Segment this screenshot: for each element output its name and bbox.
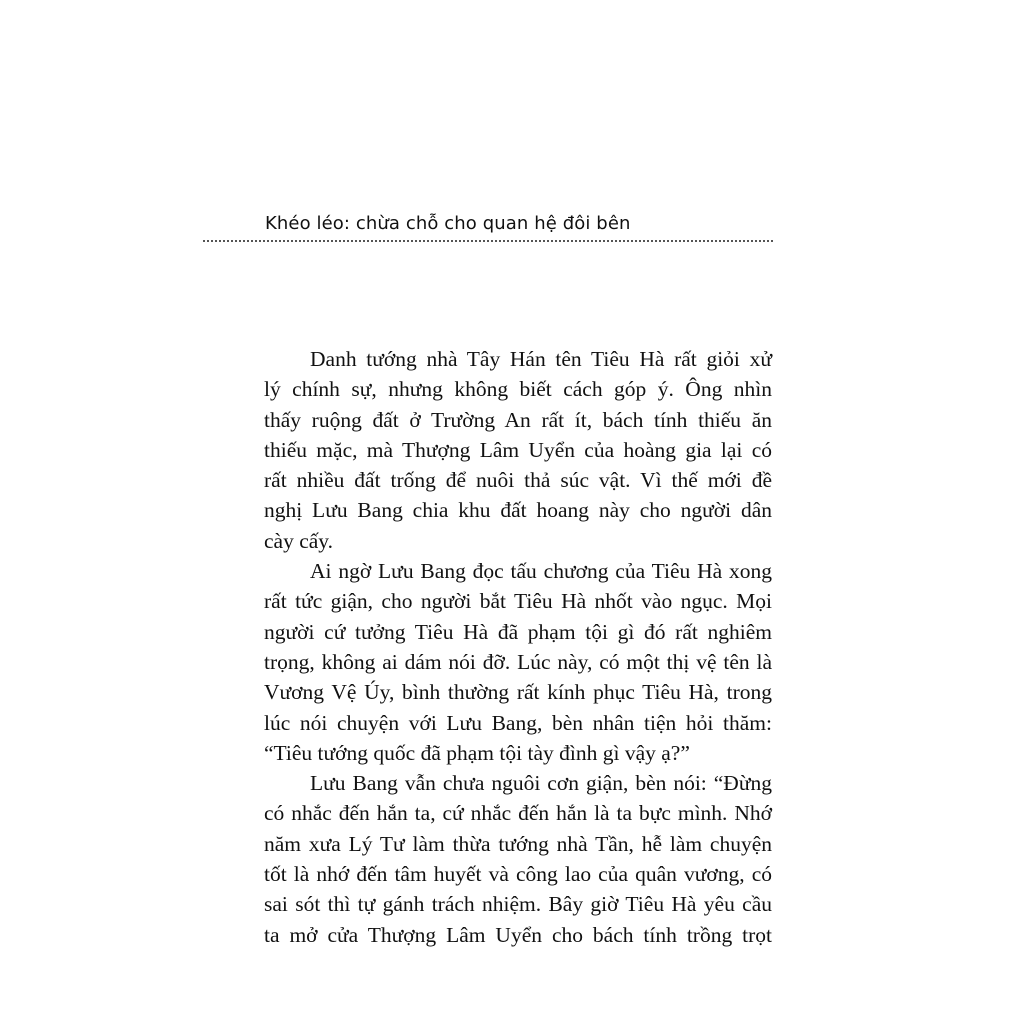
text-line: lý chính sự, nhưng không biết cách góp ý. Ông nhìn	[264, 377, 772, 402]
text-line: lúc nói chuyện với Lưu Bang, bèn nhân tiện hỏi thăm:	[264, 710, 772, 735]
paragraph	[264, 344, 772, 556]
text-line: năm xưa Lý Tư làm thừa tướng nhà Tần, hễ làm chuyện	[264, 831, 772, 856]
text-line: rất nhiều đất trống để nuôi thả súc vật. Vì thế mới đề	[264, 468, 772, 493]
dotted-divider	[203, 240, 773, 242]
text-line: sai sót thì tự gánh trách nhiệm. Bây giờ Tiêu Hà yêu cầu	[264, 892, 772, 917]
text-line: có nhắc đến hắn ta, cứ nhắc đến hắn là ta bực mình. Nhớ	[264, 801, 772, 826]
text-line: Danh tướng nhà Tây Hán tên Tiêu Hà rất giỏi xử	[310, 347, 772, 371]
text-line: Ai ngờ Lưu Bang đọc tấu chương của Tiêu Hà xong	[310, 559, 772, 584]
text-line: trọng, không ai dám nói đỡ. Lúc này, có một thị vệ tên là	[264, 649, 772, 674]
text-line: tốt là nhớ đến tâm huyết và công lao của quân vương, có	[264, 862, 772, 887]
chapter-title: Khéo léo: chừa chỗ cho quan hệ đôi bên	[265, 213, 631, 234]
text-line: Lưu Bang vẫn chưa nguôi cơn giận, bèn nói: “Đừng	[310, 771, 772, 796]
paragraph	[264, 556, 772, 768]
text-line: Vương Vệ Úy, bình thường rất kính phục Tiêu Hà, trong	[264, 680, 772, 705]
text-line: thấy ruộng đất ở Trường An rất ít, bách tính thiếu ăn	[264, 407, 772, 432]
paragraph	[264, 768, 772, 950]
text-line: cày cấy.	[264, 528, 334, 553]
text-line: nghị Lưu Bang chia khu đất hoang này cho người dân	[264, 498, 772, 523]
text-line: “Tiêu tướng quốc đã phạm tội tày đình gì vậy ạ?”	[264, 740, 690, 765]
body-text	[264, 344, 772, 950]
text-line: ta mở cửa Thượng Lâm Uyển cho bách tính trồng trọt	[264, 922, 772, 947]
text-line: rất tức giận, cho người bắt Tiêu Hà nhốt vào ngục. Mọi	[264, 589, 772, 614]
text-line: người cứ tưởng Tiêu Hà đã phạm tội gì đó rất nghiêm	[264, 619, 772, 644]
text-line: thiếu mặc, mà Thượng Lâm Uyển của hoàng gia lại có	[264, 437, 772, 462]
